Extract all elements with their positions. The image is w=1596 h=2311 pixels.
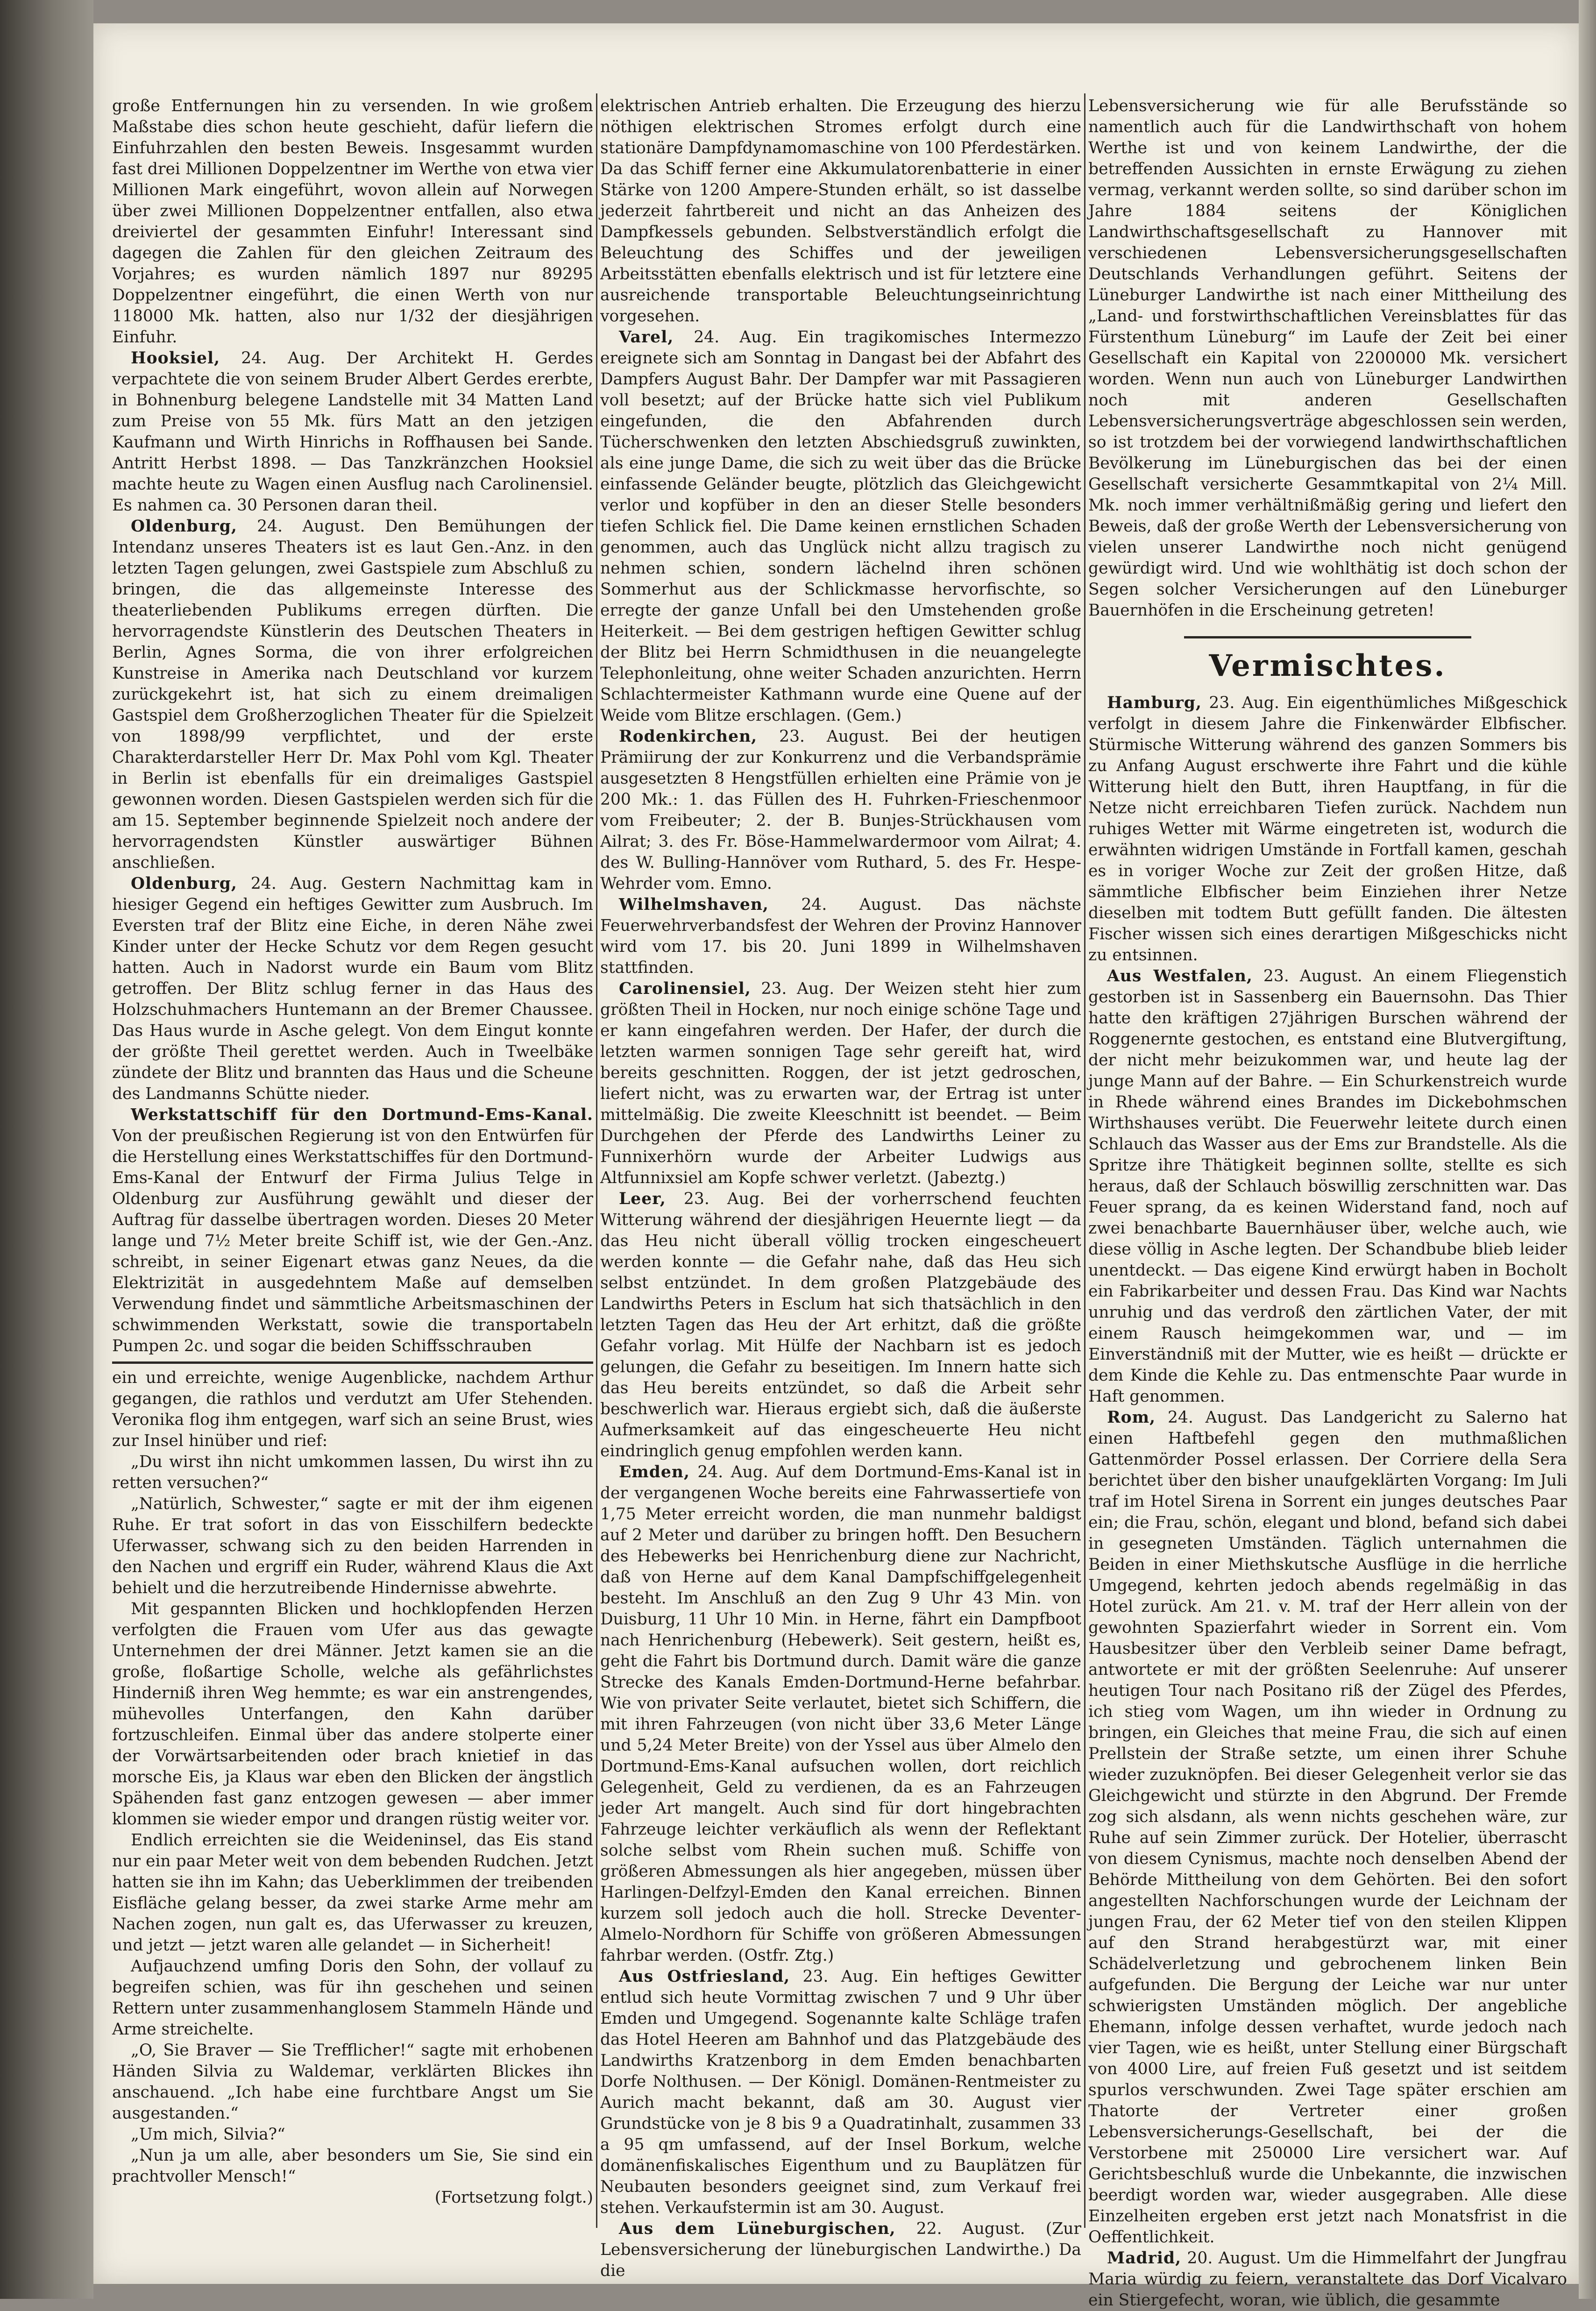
article-varel: [600, 327, 1081, 726]
article-wilhelmshaven: [600, 894, 1081, 978]
article-body: 23. Aug. Der Weizen steht hier zum größten Theil in Hocken, nur noch einige schöne Tage und er kann eingefahren werden. Der Hafer, der durch die letzten warmen sonnigen Tage sehr gereift hat, wird bereits geschnitten. Roggen, der ist jetzt gedroschen, liefert nicht, was zu erwarten war, der Ertrag ist unter mittelmäßig. Die zweite Kleeschnitt ist beendet. — Beim Durchgehen der Pferde des Landwirths Leiner zu Funnixerhörn wurde der Arbeiter Ludwigs aus Altfunnixsiel am Kopfe schwer verletzt. (Jabeztg.): [600, 979, 1081, 1187]
article-hamburg: [1088, 693, 1567, 966]
serial-story-paragraph: Endlich erreichten sie die Weideninsel, das Eis stand nur ein paar Meter weit von dem bebenden Rudchen. Jetzt hatten sie ihn im Kahn; das Ueberklimmen der treibenden Eisfläche gelang besser, da zwei starke Arme mehr am Nachen zogen, nun galt es, das Uferwasser zu kreuzen, und jetzt — jetzt waren alle gelandet — in Sicherheit!: [112, 1831, 593, 1955]
serial-story-paragraph: ein und erreichte, wenige Augenblicke, nachdem Arthur gegangen, die rathlos und verdutzt am Ufer Stehenden. Veronika flog ihm entgegen, warf sich an seine Brust, wies zur Insel hinüber und rief:: [112, 1368, 593, 1450]
article-hooksiel: [112, 348, 593, 516]
article-westfalen: [1088, 966, 1567, 1407]
dateline: Aus Ostfriesland,: [619, 1967, 790, 1986]
article-body: 23. August. Bei der heutigen Prämiirung der zur Konkurrenz und die Verbandsprämie ausgesetzten 8 Hengstfüllen erhielten eine Prämie von je 200 Mk.: 1. das Füllen des H. Fuhrken-Frieschenmoor vom Freibeuter; 2. der B. Bunjes-Strückhausen vom Ailrat; 3. des Fr. Böse-Hammelwardermoor vom Ailrat; 4. des W. Bulling-Hannöver vom Ruthard, 5. des Fr. Hespe-Wehrder vom. Emno.: [600, 727, 1081, 893]
article-body: 24. August. Das Landgericht zu Salerno hat einen Haftbefehl gegen den muthmaßlichen Gattenmörder Possel erlassen. Der Corriere della Sera berichtet über den bisher unaufgeklärten Vorgang: Im Juli traf im Hotel Sirena in Sorrent ein junges deutsches Paar ein; die Frau, schön, elegant und blond, befand sich dabei in gesegneten Umständen. Täglich unternahmen die Beiden in einer Miethskutsche Ausflüge in die herrliche Umgegend, kehrten jedoch abends regelmäßig in das Hotel zurück. Am 21. v. M. traf der Herr allein von der gewohnten Spazierfahrt wieder in Sorrent ein. Vom Hausbesitzer über den Verbleib seiner Dame befragt, antwortete er mit der größten Seelenruhe: Auf unserer heutigen Tour nach Positano riß der Zügel des Pferdes, ich stieg vom Wagen, um ihn wieder in Ordnung zu bringen, ein Gleiches that meine Frau, die sich auf einen Prellstein der Straße setzte, um einen ihrer Schuhe wieder zuzuknöpfen. Bei dieser Gelegenheit verlor sie das Gleichgewicht und stürzte in den Abgrund. Der Fremde zog sich alsdann, als wenn nichts geschehen wäre, zur Ruhe auf sein Zimmer zurück. Der Hotelier, überrascht von diesem Cynismus, machte noch denselben Abend der Behörde Mittheilung von dem Gehörten. Bei den sofort angestellten Nachforschungen wurde der Leichnam der jungen Frau, der 62 Meter tief von den steilen Klippen auf den Strand herabgestürzt war, mit einer Schädelverletzung und gebrochenem linken Bein aufgefunden. Die Bergung der Leiche war nur unter schwierigsten Umständen möglich. Der angebliche Ehemann, infolge dessen verhaftet, wurde jedoch nach vier Tagen, wie es heißt, unter Stellung einer Bürgschaft von 4000 Lire, auf freien Fuß gesetzt und ist seitdem spurlos verschwunden. Zwei Tage später erschien am Thatorte der Vertreter einer großen Lebensversicherungs-Gesellschaft, bei der die Verstorbene mit 250000 Lire versichert war. Auf Gerichtsbeschluß wurde die Unbekannte, die inzwischen beerdigt worden war, wieder ausgegraben. Alle diese Einzelheiten ergeben erst jetzt nach Monatsfrist in die Oeffentlichkeit.: [1088, 1408, 1567, 2247]
dateline: Madrid,: [1107, 2249, 1182, 2268]
serial-story-paragraph: „Du wirst ihn nicht umkommen lassen, Du wirst ihn zu retten versuchen?“: [112, 1453, 593, 1492]
dateline: Hooksiel,: [131, 349, 220, 368]
serial-story-paragraph: Aufjauchzend umfing Doris den Sohn, der vollauf zu begreifen schien, was für ihn geschehen und seinen Rettern unter zusammenhanglosem Stammeln Hände und Arme streichelte.: [112, 1957, 593, 2039]
article-body: 24. Aug. Ein tragikomisches Intermezzo ereignete sich am Sonntag in Dangast bei der Abfahrt des Dampfers August Bahr. Der Dampfer war mit Passagieren voll besetzt; auf der Brücke hatte sich viel Publikum eingefunden, die den Abfahrenden durch Tücherschwenken den letzten Abschiedsgruß zuwinkten, als eine junge Dame, die sich zu weit über das die Brücke einfassende Geländer beugte, plötzlich das Gleichgewicht verlor und kopfüber in den an dieser Stelle besonders tiefen Schlick fiel. Die Dame keinen ernstlichen Schaden genommen, auch das Unglück nicht allzu tragisch zu nehmen schien, sondern lächelnd ihren schönen Sommerhut aus der Schlickmasse hervorfischte, so erregte der ganze Unfall bei den Umstehenden große Heiterkeit. — Bei dem gestrigen heftigen Gewitter schlug der Blitz bei Herrn Schmidthusen in die neuangelegte Telephonleitung, ohne weiter Schaden anzurichten. Herrn Schlachtermeister Kathmann wurde eine Quene auf der Weide vom Blitze erschlagen. (Gem.): [600, 328, 1081, 725]
dateline: Aus dem Lüneburgischen,: [619, 2219, 896, 2238]
article-emden: [600, 1462, 1081, 1966]
serial-story-paragraph: „Um mich, Silvia?“: [131, 2125, 285, 2144]
feuilleton-divider: [112, 1361, 593, 1364]
serial-story-paragraph: „Nun ja um alle, aber besonders um Sie, Sie sind ein prachtvoller Mensch!“: [112, 2146, 593, 2186]
article-body: 23. Aug. Bei der vorherrschend feuchten Witterung während der diesjährigen Heuernte liegt — da das Heu nicht überall völlig trocken eingescheuert werden konnte — die Gefahr nahe, daß das Heu sich selbst entzündet. In dem großen Platzgebäude des Landwirths Peters in Esclum hat sich thatsächlich in den letzten Tagen das Heu der Art erhitzt, daß die größte Gefahr vorlag. Mit Hülfe der Nachbarn ist es jedoch gelungen, die Gefahr zu beseitigen. Im Innern hatte sich das Heu bereits entzündet, so daß die Arbeit sehr beschwerlich war. Hieraus ergiebt sich, daß die äußerste Aufmerksamkeit auf das eingescheuerte Heu nicht eindringlich genug empfohlen werden kann.: [600, 1190, 1081, 1460]
article-body: Von der preußischen Regierung ist von den Entwürfen für die Herstellung eines Werkstattschiffes für den Dortmund-Ems-Kanal der Entwurf der Firma Julius Telge in Oldenburg zur Ausführung gewählt und dieser der Auftrag für dasselbe übertragen worden. Dieses 20 Meter lange und 7½ Meter breite Schiff ist, wie der Gen.-Anz. schreibt, in seiner Eigenart etwas ganz Neues, da die Elektrizität in ausgedehntem Maße auf demselben Verwendung findet und sämmtliche Arbeitsmaschinen der schwimmenden Werkstatt, sowie die transportabeln Pumpen 2c. und sogar die beiden Schiffsschrauben: [112, 1127, 593, 1355]
section-divider: [1184, 636, 1471, 638]
serial-story-paragraph: „O, Sie Braver — Sie Trefflicher!“ sagte mit erhobenen Händen Silvia zu Waldemar, verklärten Blickes ihn anschauend. „Ich habe eine furchtbare Angst um Sie ausgestanden.“: [112, 2041, 593, 2123]
dateline: Rodenkirchen,: [619, 727, 758, 746]
column-rule-2: [1084, 93, 1085, 2228]
article-body: 24. Aug. Der Architekt H. Gerdes verpachtete die von seinem Bruder Albert Gerdes ererbte, in Bohnenburg belegene Landstelle mit 34 Matten Land zum Preise von 55 Mk. fürs Matt an den jetzigen Kaufmann und Wirth Hinrichs in Roffhausen bei Sande. Antritt Herbst 1898. — Das Tanzkränzchen Hooksiel machte heute zu Wagen einen Ausflug nach Carolinensiel. Es nahmen ca. 30 Personen daran theil.: [112, 349, 593, 515]
article-body: 20. August. Um die Himmelfahrt der Jungfrau Maria würdig zu feiern, veranstaltete das Dorf Vicalvaro ein Stiergefecht, woran, wie üblich, die gesammte: [1088, 2249, 1567, 2310]
article-body: 23. Aug. Ein eigenthümliches Mißgeschick verfolgt in diesem Jahre die Finkenwärder Elbfischer. Stürmische Witterung während des ganzen Sommers bis zu Anfang August erschwerte ihre Fahrt und die kühle Witterung hielt den Butt, ihren Hauptfang, in für die Netze nicht erreichbaren Tiefen zurück. Nachdem nun ruhiges Wetter mit Wärme eingetreten ist, wodurch die erwähnten widrigen Umstände in Fortfall kamen, geschah es in voriger Woche zur Zeit der großen Hitze, daß sämmtliche Elbfischer beim Einziehen ihrer Netze dieselben mit todtem Butt gefüllt fanden. Die ältesten Fischer wissen sich eines derartigen Mißgeschicks nicht zu entsinnen.: [1088, 694, 1567, 964]
dateline: Wilhelmshaven,: [619, 895, 769, 914]
article-oldenburg-storm: [112, 873, 593, 1105]
article-body: 23. August. An einem Fliegenstich gestorben ist in Sassenberg ein Bauernsohn. Das Thier hatte den kräftigen 27jährigen Burschen während der Roggenernte gestochen, es entstand eine Blutvergiftung, der nicht mehr beizukommen war, und heute lag der junge Mann auf der Bahre. — Ein Schurkenstreich wurde in Rhede während eines Brandes im Dickebohmschen Wirthshauses verübt. Die Feuerwehr leitete durch einen Schlauch das Wasser aus der Ems zur Brandstelle. Als die Spritze ihre Thätigkeit beginnen sollte, stellte es sich heraus, daß der Schlauch böswillig zerschnitten war. Das Feuer sprang, da es keinen Widerstand fand, noch auf zwei benachbarte Bauernhäuser über, welche auch, wie diese völlig in Asche legten. Der Schandbube blieb leider unentdeckt. — Das eigene Kind erwürgt haben in Bocholt ein Fabrikarbeiter und dessen Frau. Das Kind war Nachts unruhig und das verdroß den zärtlichen Vater, der mit einem Rausch heimgekommen war, und — im Einverständniß mit der Mutter, wie es heißt — drückte er dem Kinde die Kehle zu. Das entmenschte Paar wurde in Haft genommen.: [1088, 967, 1568, 1406]
article-oldenburg-theatre: [112, 516, 593, 873]
column-1: [112, 96, 593, 2226]
article-body: 22. August. (Zur Lebensversicherung der lüneburgischen Landwirthe.) Da die: [600, 2219, 1081, 2280]
page-edge: [1579, 0, 1596, 2299]
dateline: Aus Westfalen,: [1107, 967, 1253, 985]
dateline: Oldenburg,: [131, 874, 237, 893]
serial-story-paragraph: „Natürlich, Schwester,“ sagte er mit der ihm eigenen Ruhe. Er trat sofort in das von Eisschilfern bedeckte Uferwasser, schwang sich zu den beiden Harrenden in den Nachen und ergriff ein Ruder, während Klaus die Axt behielt und die herzutreibende Hindernisse abwehrte.: [112, 1495, 593, 1597]
article-ostfriesland: [600, 1966, 1081, 2219]
dateline: Werkstattschiff für den Dortmund-Ems-Kanal.: [131, 1106, 593, 1124]
article-lueneburg: [600, 2219, 1081, 2282]
column-rule-1: [596, 93, 597, 2228]
dateline: Oldenburg,: [131, 517, 237, 536]
dateline: Rom,: [1107, 1408, 1156, 1427]
dateline: Emden,: [619, 1463, 690, 1482]
article-body: 24. August. Das nächste Feuerwehrverbandsfest der Wehren der Provinz Hannover wird vom 17. bis 20. Juni 1899 in Wilhelmshaven stattfinden.: [600, 895, 1081, 977]
dateline: Varel,: [619, 328, 674, 347]
article-body: 24. August. Den Bemühungen der Intendanz unseres Theaters ist es laut Gen.-Anz. in den letzten Tagen gelungen, zwei Gastspiele zum Abschluß zu bringen, die das allgemeinste Interesse des theaterliebenden Publikums erregen dürften. Die hervorragendste Künstlerin des Deutschen Theaters in Berlin, Agnes Sorma, die von ihrer erfolgreichen Kunstreise in Amerika nach Deutschland vor kurzem zurückgekehrt ist, hat sich zu einem dreimaligen Gastspiel dem Großherzoglichen Theater für die Spielzeit von 1898/99 verpflichtet, und der erste Charakterdarsteller Herr Dr. Max Pohl vom Kgl. Theater in Berlin ist ebenfalls für ein dreimaliges Gastspiel gewonnen worden. Diesen Gastspielen werden sich für die am 15. September beginnende Spielzeit noch andere der hervorragendsten Künstler auswärtiger Bühnen anschließen.: [112, 517, 593, 872]
serial-story-paragraph: Mit gespannten Blicken und hochklopfenden Herzen verfolgten die Frauen vom Ufer aus das gewagte Unternehmen der drei Männer. Jetzt kamen sie an die große, floßartige Scholle, welche als gefährlichstes Hinderniß ihren Weg hemmte; es war ein anstrengendes, mühevolles Unterfangen, den Kahn darüber fortzuschleifen. Einmal über das andere stolperte einer der Vorwärtsarbeitenden oder brach knietief in das morsche Eis, ja Klaus war eben den Blicken der ängstlich Spähenden fast ganz entzogen gewesen — aber immer klommen sie wieder empor und drangen rüstig weiter vor.: [112, 1600, 593, 1829]
article-rom: [1088, 1407, 1567, 2248]
article-body: 23. Aug. Ein heftiges Gewitter entlud sich heute Vormittag zwischen 7 und 9 Uhr über Emden und Umgegend. Sogenannte kalte Schläge trafen das Hotel Heeren am Bahnhof und das Platzgebäude des Landwirths Kratzenborg in dem Emden benachbarten Dorfe Nolthusen. — Der Königl. Domänen-Rentmeister zu Aurich macht bekannt, daß am 30. August vier Grundstücke von je 8 bis 9 a Quadratinhalt, zusammen 33 a 95 qm umfassend, auf der Insel Borkum, welche domänenfiskalisches Eigenthum und zu Bauplätzen für Neubauten besonders geeignet sind, zum Verkauf frei stehen. Verkaufstermin ist am 30. August.: [600, 1967, 1082, 2217]
article-leer: [600, 1189, 1081, 1462]
dateline: Hamburg,: [1107, 694, 1202, 712]
column-2: [600, 96, 1082, 2280]
column-3: [1088, 96, 1568, 2310]
dateline: Carolinensiel,: [619, 979, 751, 998]
article-body: 24. Aug. Gestern Nachmittag kam in hiesiger Gegend ein heftiges Gewitter zum Ausbruch. Im Eversten traf der Blitz eine Eiche, in deren Nähe zwei Kinder unter der Hecke Schutz vor dem Regen gesucht hatten. Auch in Nadorst wurde ein Baum vom Blitz getroffen. Der Blitz schlug ferner in das Haus des Holzschuhmachers Huntemann an der Bremer Chaussee. Das Haus wurde in Asche gelegt. Von dem Eingut konnte der größte Theil gerettet werden. Auch in Tweelbäke zündete der Blitz und brannten das Haus und die Scheune des Landmanns Schütte nieder.: [112, 874, 593, 1103]
book-gutter: [0, 0, 93, 2299]
article-continuation: Lebensversicherung wie für alle Berufsstände so namentlich auch für die Landwirthschaft von hohem Werthe ist und von keinem Landwirthe, der die betreffenden Aussichten in ernste Erwägung zu ziehen vermag, verkannt werden sollte, so sind darüber schon im Jahre 1884 seitens der Königlichen Landwirthschaftsgesellschaft zu Hannover mit verschiedenen Lebensversicherungsgesellschaften Deutschlands Verhandlungen geführt. Seitens der Lüneburger Landwirthe ist nach einer Mittheilung des „Land- und forstwirthschaftlichen Vereinsblattes für das Fürstenthum Lüneburg“ im Laufe der Zeit bei einer Gesellschaft ein Kapital von 2200000 Mk. versichert worden. Wenn nun auch von Lüneburger Landwirthen noch mit anderen Gesellschaften Lebensversicherungsverträge abgeschlossen sein werden, so ist trotzdem bei der vorwiegend landwirthschaftlichen Bevölkerung im Lüneburgischen das bei der einen Gesellschaft versicherte Gesammtkapital von 2¼ Mill. Mk. noch immer verhältnißmäßig gering und liefert den Beweis, daß der große Werth der Lebensversicherung von vielen unserer Landwirthe noch nicht genügend gewürdigt wird. Und wie wohlthätig ist doch schon der Segen solcher Versicherungen auf den Lüneburger Bauernhöfen in die Erscheinung getreten!: [1088, 97, 1567, 620]
article-continuation: große Entfernungen hin zu versenden. In wie großem Maßstabe dies schon heute geschieht, dafür liefern die Einfuhrzahlen den besten Beweis. Insgesammt wurden fast drei Millionen Doppelzentner im Werthe von etwa vier Millionen Mark eingeführt, wovon allein auf Norwegen über zwei Millionen Doppelzentner entfallen, also etwa dreiviertel der gesammten Einfuhr! Interessant sind dagegen die Zahlen für den gleichen Zeitraum des Vorjahres; es wurden nämlich 1897 nur 89295 Doppelzentner eingeführt, die einen Werth von nur 118000 Mk. hatten, also nur 1/32 der diesjährigen Einfuhr.: [112, 97, 593, 347]
section-title: Vermischtes.: [1209, 648, 1447, 683]
article-werkstattschiff: [112, 1105, 593, 1357]
article-carolinensiel: [600, 978, 1081, 1189]
article-rodenkirchen: [600, 726, 1081, 894]
to-be-continued: (Fortsetzung folgt.): [434, 2188, 593, 2207]
article-continuation: elektrischen Antrieb erhalten. Die Erzeugung des hierzu nöthigen elektrischen Stromes erfolgt durch eine stationäre Dampfdynamomaschine von 100 Pferdestärken. Da das Schiff ferner eine Akkumulatorenbatterie in einer Stärke von 1200 Ampere-Stunden erhält, so ist dasselbe jederzeit fahrtbereit und nicht an das Anheizen des Dampfkessels gebunden. Selbstverständlich erfolgt die Beleuchtung des Schiffes und der jeweiligen Arbeitsstätten ebenfalls elektrisch und ist für letztere eine ausreichende transportable Beleuchtungseinrichtung vorgesehen.: [600, 97, 1081, 326]
article-body: 24. Aug. Auf dem Dortmund-Ems-Kanal ist in der vergangenen Woche bereits eine Fahrwassertiefe von 1,75 Meter erreicht worden, die man nunmehr baldigst auf 2 Meter und darüber zu bringen hofft. Den Besuchern des Hebewerks bei Henrichenburg diene zur Nachricht, daß von Herne auf dem Kanal Dampfschiffgelegenheit besteht. Im Anschluß an den Zug 9 Uhr 43 Min. von Duisburg, 11 Uhr 10 Min. in Herne, fährt ein Dampfboot nach Henrichenburg (Hebewerk). Seit gestern, heißt es, geht die Fahrt bis Dortmund durch. Damit wäre die ganze Strecke des Kanals Emden-Dortmund-Herne befahrbar. Wie von privater Seite verlautet, bietet sich Schiffern, die mit ihren Fahrzeugen (von nicht über 33,6 Meter Länge und 5,24 Meter Breite) von der Yssel aus über Almelo den Dortmund-Ems-Kanal aufsuchen wollen, dort reichlich Gelegenheit, Geld zu verdienen, da es an Fahrzeugen jeder Art mangelt. Auch sind für dort hingebrachten Fahrzeuge leichter verkäuflich als wenn der Reflektant solche selbst vom Rhein suchen muß. Schiffe von größeren Abmessungen als hier angegeben, müssen über Harlingen-Delfzyl-Emden den Kanal erreichen. Binnen kurzem soll jedoch auch die holl. Strecke Deventer-Almelo-Nordhorn für Schiffe von größeren Abmessungen fahrbar werden. (Ostfr. Ztg.): [600, 1463, 1081, 1965]
article-madrid: [1088, 2248, 1567, 2311]
dateline: Leer,: [619, 1190, 666, 1208]
